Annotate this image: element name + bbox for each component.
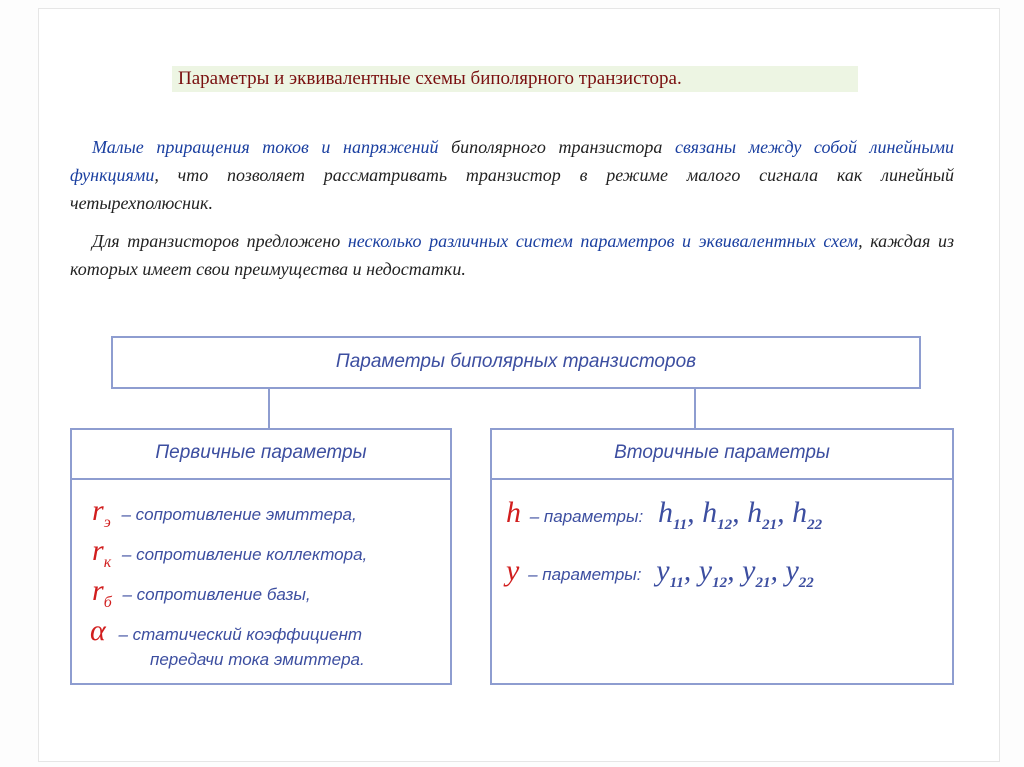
param-symbol: α bbox=[90, 614, 106, 647]
connector-line-left bbox=[268, 389, 270, 428]
connector-line-right bbox=[694, 389, 696, 428]
param-description: – параметры: bbox=[529, 507, 644, 526]
param-list: $h_{11}$, $h_{12}$, $h_{21}$, $h_{22}$ bbox=[657, 496, 823, 533]
paragraph-1 bbox=[70, 133, 954, 217]
param-list: $y_{11}$, $y_{12}$, $y_{21}$, $y_{22}$ bbox=[656, 554, 814, 591]
diagram-root-box: Параметры биполярных транзисторов bbox=[111, 336, 921, 389]
highlight-text: связаны между собой линейными функциями bbox=[70, 137, 954, 185]
param-symbol: $r_б$ bbox=[92, 574, 112, 611]
param-description: – сопротивление коллектора, bbox=[121, 545, 368, 564]
highlight-text: Малые приращения токов и напряжений bbox=[92, 137, 439, 157]
param-description: – сопротивление эмиттера, bbox=[121, 505, 357, 524]
param-symbol: $r_э$ bbox=[92, 494, 111, 531]
param-description: – статический коэффициент bbox=[118, 625, 363, 644]
param-symbol: y bbox=[506, 554, 520, 587]
param-symbol: $r_к$ bbox=[92, 534, 112, 571]
primary-item bbox=[92, 494, 357, 532]
secondary-params-heading: Вторичные параметры bbox=[492, 430, 952, 480]
secondary-item bbox=[506, 554, 814, 592]
secondary-item bbox=[506, 496, 822, 534]
secondary-params-box bbox=[490, 428, 954, 685]
plain-text: , каждая из которых имеет свои преимущества и недостатки. bbox=[70, 231, 954, 279]
primary-item-continuation: передачи тока эмиттера. bbox=[150, 650, 365, 669]
primary-item bbox=[92, 574, 311, 612]
slide-title: Параметры и эквивалентные схемы биполярного транзистора. bbox=[172, 66, 858, 92]
primary-item bbox=[90, 614, 362, 648]
plain-text: биполярного транзистора bbox=[438, 137, 676, 157]
param-symbol: h bbox=[506, 496, 521, 529]
primary-params-heading: Первичные параметры bbox=[72, 430, 450, 480]
primary-params-box bbox=[70, 428, 452, 685]
highlight-text: несколько различных систем параметров и эквивалентных схем bbox=[347, 231, 859, 251]
paragraph-2 bbox=[70, 227, 954, 283]
primary-item bbox=[92, 534, 367, 572]
param-description: – параметры: bbox=[528, 565, 642, 584]
plain-text: Для транзисторов предложено bbox=[92, 231, 348, 251]
param-description: – сопротивление базы, bbox=[122, 585, 311, 604]
plain-text: , что позволяет рассматривать транзистор в режиме малого сигнала как линейный четырехполюсник. bbox=[70, 165, 954, 213]
